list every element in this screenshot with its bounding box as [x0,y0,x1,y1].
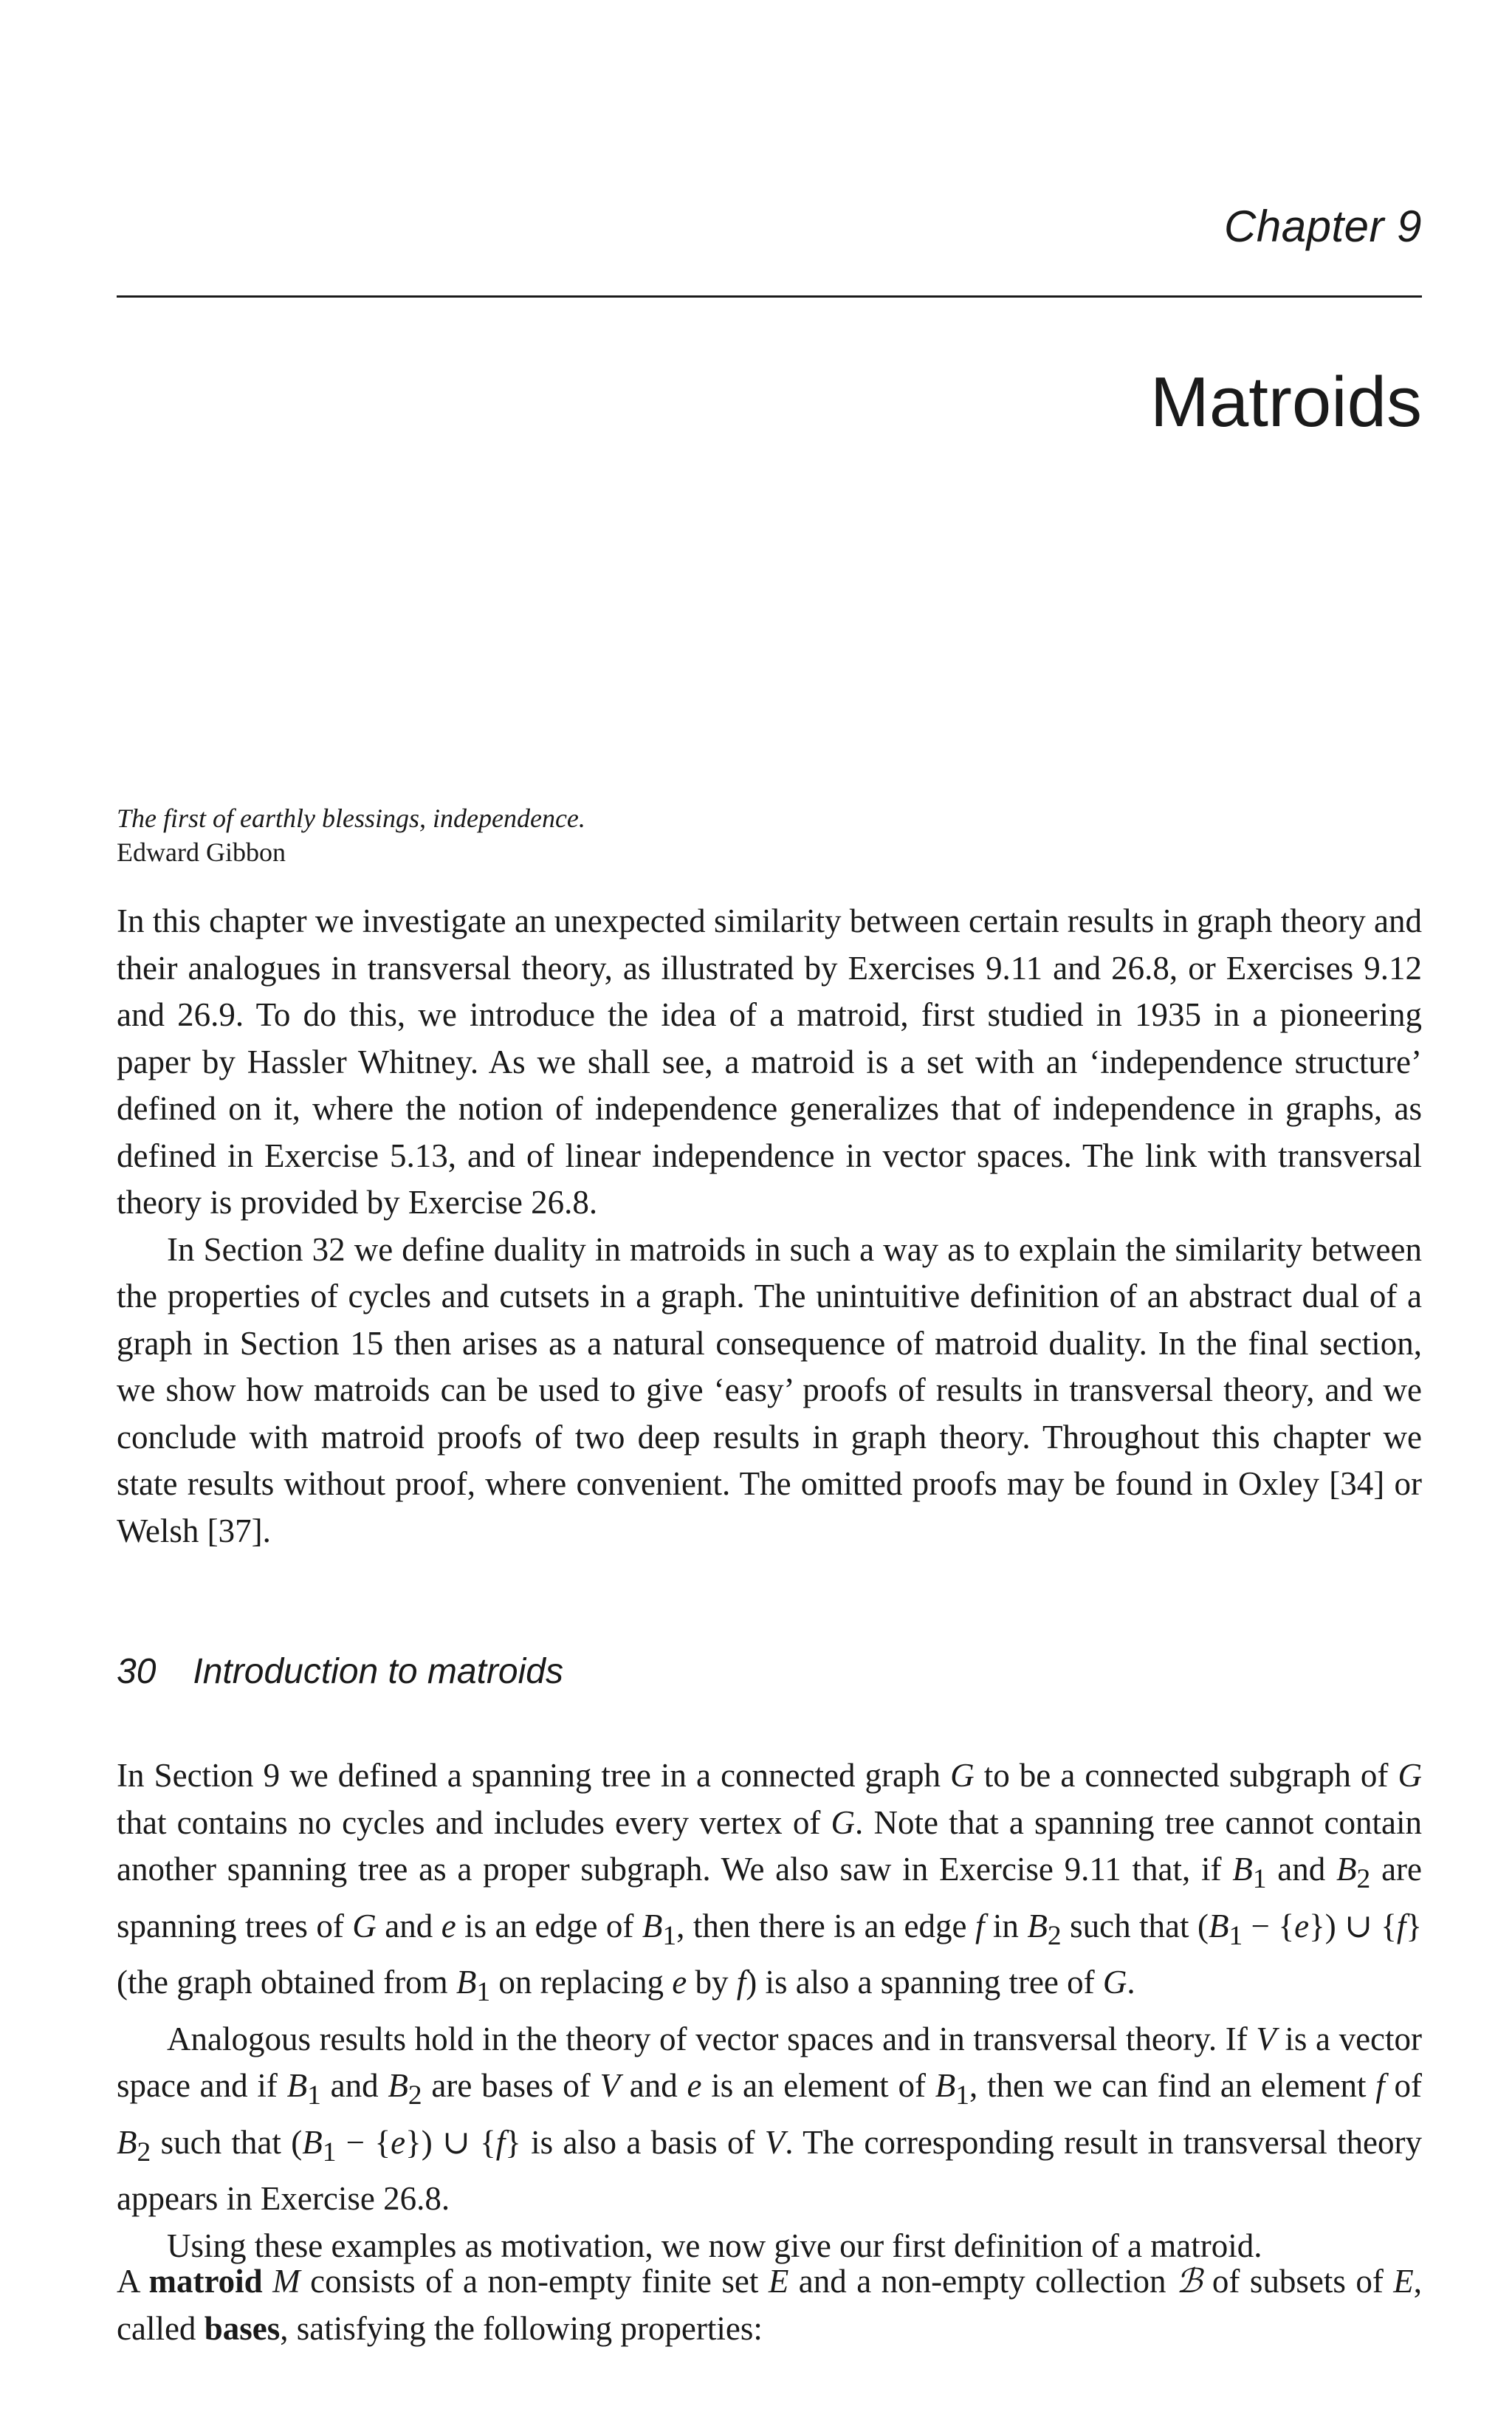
section-number: 30 [117,1652,157,1691]
chapter-rule [117,295,1422,298]
section-paragraph-1: In Section 9 we defined a spanning tree in a connected graph G to be a connected subgraph of G that contains no cycles and includes every vertex of G. Note that a spanning tree cannot contain another spanning tree as a proper subgraph. We also saw in Exercise 9.11 that, if $B_1$ and $B_2$ are spanning trees of G and e is an edge of $B_1$, then there is an edge f in $B_2$ such that $(B_1 - \{e\})$ ∪ {f} (the graph obtained from $B_1$ on replacing e by f) is also a spanning tree of G. [117,1757,1423,2007]
section-paragraph-3: Using these examples as motivation, we now give our first definition of a matroid. [167,2227,1262,2264]
term-matroid: matroid [148,2263,263,2300]
epigraph-quote: The first of earthly blessings, independence. [117,803,585,833]
definition-paragraph: A matroid M consists of a non-empty finite set E and a non-empty collection ℬ of subsets of E, called bases, satisfying the following properties: [117,2263,1423,2347]
epigraph [117,801,585,869]
chapter-title: Matroids [1150,363,1422,442]
chapter-introduction [117,898,1422,1555]
term-bases: bases [204,2309,281,2347]
intro-paragraph-2: In Section 32 we define duality in matroids in such a way as to explain the similarity between the properties of cycles and cutsets in a graph. The unintuitive definition of an abstract dual of a graph in Section 15 then arises as a natural consequence of matroid duality. In the final section, we show how matroids can be used to give ‘easy’ proofs of results in transversal theory, and we conclude with matroid proofs of two deep results in graph theory. Throughout this chapter we state results without proof, where convenient. The omitted proofs may be found in Oxley [34] or Welsh [37]. [117,1230,1422,1549]
section-title: Introduction to matroids [193,1652,563,1691]
section-heading [117,1651,563,1692]
matroid-definition [117,2258,1422,2352]
section-body [117,1752,1422,2269]
chapter-label: Chapter 9 [1224,202,1422,251]
section-paragraph-2: Analogous results hold in the theory of vector spaces and in transversal theory. If V is a vector space and if $B_1$ and $B_2$ are bases of V and e is an element of $B_1$, then we can find an element f of $B_2$ such that $(B_1 - \{e\})$ ∪ {f} is also a basis of V. The corresponding result in transversal theory appears in Exercise 26.8. [117,2020,1423,2217]
intro-paragraph-1: In this chapter we investigate an unexpected similarity between certain results in graph theory and their analogues in transversal theory, as illustrated by Exercises 9.11 and 26.8, or Exercises 9.12 and 26.9. To do this, we introduce the idea of a matroid, first studied in 1935 in a pioneering paper by Hassler Whitney. As we shall see, a matroid is a set with an ‘independence structure’ defined on it, where the notion of independence generalizes that of independence in graphs, as defined in Exercise 5.13, and of linear independence in vector spaces. The link with transversal theory is provided by Exercise 26.8. [117,902,1422,1221]
epigraph-author: Edward Gibbon [117,837,286,867]
